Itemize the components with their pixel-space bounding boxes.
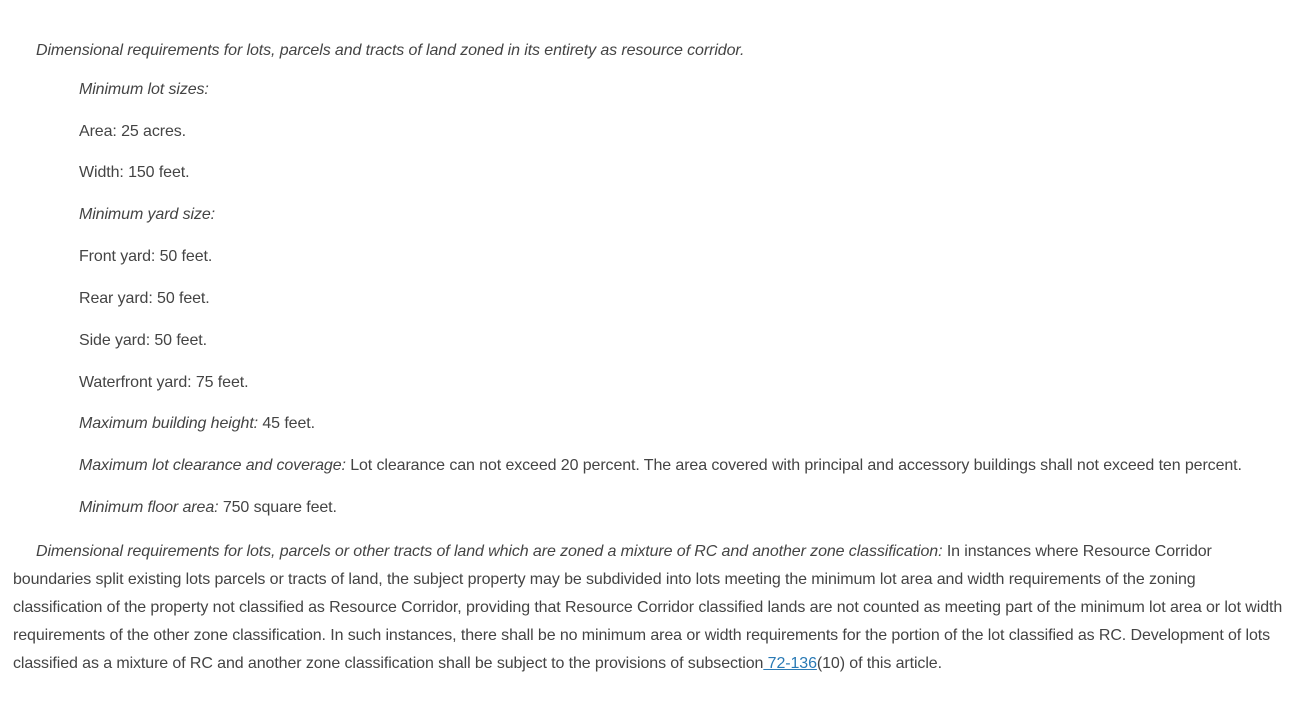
rc-heading: Dimensional requirements for lots, parcels and tracts of land zoned in its entirety as resource corridor. [36, 42, 745, 59]
min-floor-area-value: 750 square feet. [218, 499, 337, 516]
max-lot-clearance-item [79, 455, 1242, 477]
max-lot-clearance-label: Maximum lot clearance and coverage: [79, 457, 346, 474]
subsection-link[interactable]: 72-136 [763, 655, 817, 672]
mixture-text-end: (10) of this article. [816, 655, 942, 672]
min-lot-sizes-label: Minimum lot sizes: [79, 81, 209, 98]
waterfront-yard-item: Waterfront yard: 75 feet. [79, 374, 249, 391]
max-lot-clearance-value: Lot clearance can not exceed 20 percent. The area covered with principal and accessory buildings shall not exceed ten percent. [345, 457, 1242, 474]
lot-width-item: Width: 150 feet. [79, 164, 190, 181]
min-floor-area-item [79, 497, 337, 519]
min-yard-size-label: Minimum yard size: [79, 206, 216, 223]
mixture-text: In instances where Resource Corridor boundaries split existing lots parcels or tracts of land, the subject property may be subdivided into lots meeting the minimum lot area and width requirements of the zoning classification of the property not classified as Resource Corridor, providing that Resource Corridor classified lands are not counted as meeting part of the minimum lot area or lot width requirements of the other zone classification. In such instances, there shall be no minimum area or width requirements for the portion of the lot classified as RC. Development of lots classified as a mixture of RC and another zone classification shall be subject to the provisions of subsection [13, 543, 1283, 672]
lot-area-item: Area: 25 acres. [79, 123, 187, 140]
front-yard-item: Front yard: 50 feet. [79, 248, 213, 265]
max-building-height-label: Maximum building height: [79, 415, 259, 432]
min-floor-area-label: Minimum floor area: [79, 499, 219, 516]
mixture-paragraph [13, 538, 1283, 678]
side-yard-item: Side yard: 50 feet. [79, 332, 207, 349]
rear-yard-item: Rear yard: 50 feet. [79, 290, 210, 307]
max-building-height-item [79, 413, 315, 435]
mixture-label: Dimensional requirements for lots, parcels or other tracts of land which are zoned a mixture of RC and another zone classification: [36, 543, 943, 560]
max-building-height-value: 45 feet. [258, 415, 315, 432]
